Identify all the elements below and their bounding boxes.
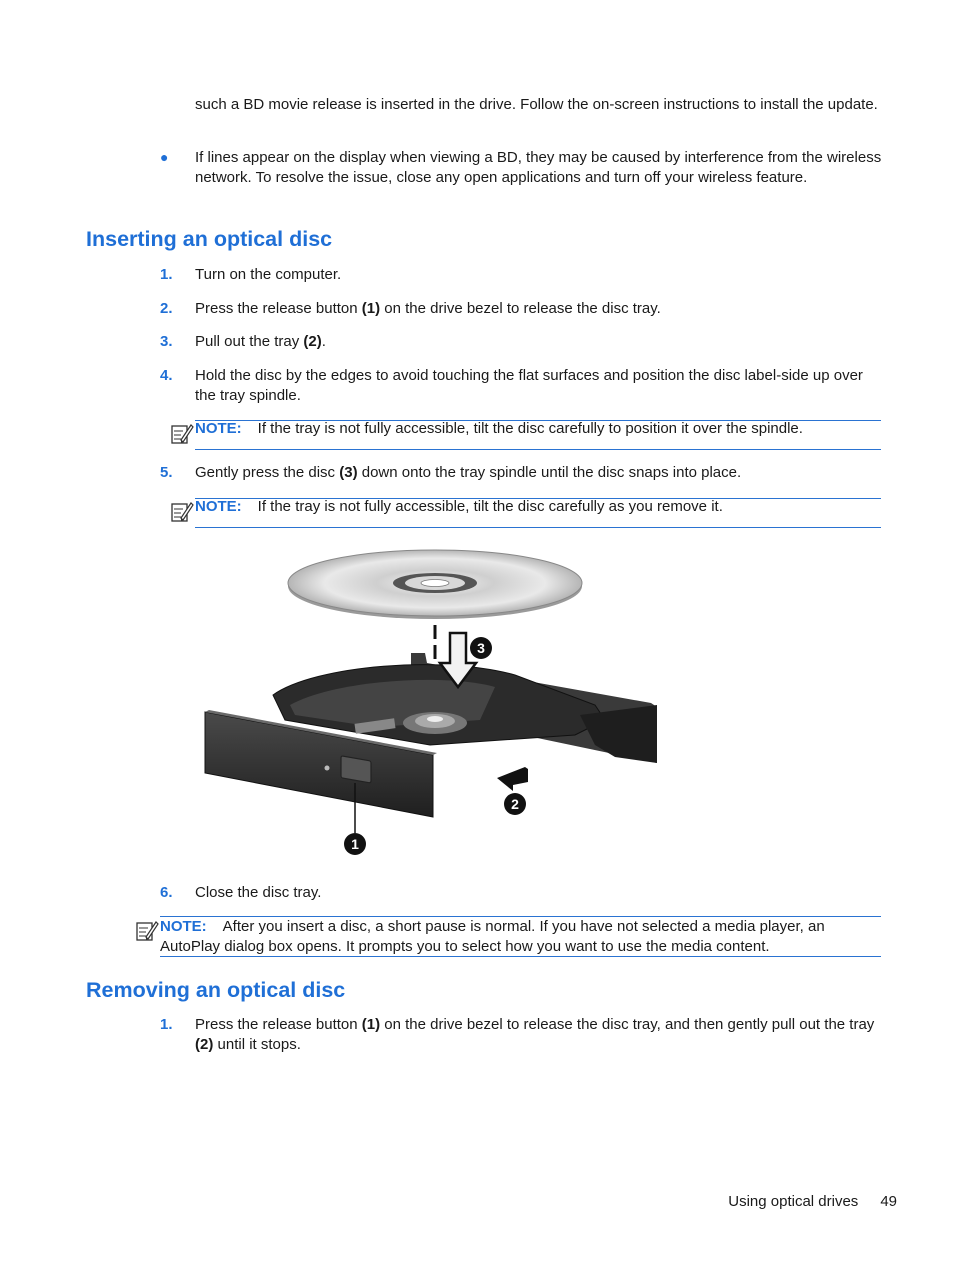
note-1 xyxy=(195,419,881,439)
step-6-text: Close the disc tray. xyxy=(195,884,322,901)
note-2-label: NOTE: xyxy=(195,498,242,515)
note-1-bottom-rule xyxy=(195,449,881,450)
tray-spindle xyxy=(403,712,467,734)
release-button xyxy=(341,756,371,783)
footer-page-number: 49 xyxy=(880,1193,897,1210)
note-pencil-icon xyxy=(170,499,194,523)
note-3-bottom-rule xyxy=(160,956,881,957)
note-2-bottom-rule xyxy=(195,527,881,528)
heading-inserting: Inserting an optical disc xyxy=(86,227,333,251)
step-1-number: 1. xyxy=(160,266,173,283)
disc-insertion-illustration xyxy=(195,545,670,865)
footer-section-title: Using optical drives xyxy=(728,1193,859,1210)
note-pencil-icon xyxy=(135,918,159,942)
heading-removing: Removing an optical disc xyxy=(86,978,346,1002)
step-2-text: Press the release button (1) on the drive bezel to release the disc tray. xyxy=(195,300,661,317)
intro-continuation: such a BD movie release is inserted in the drive. Follow the on-screen instructions to install the update. xyxy=(195,96,878,113)
pull-out-arrow-icon xyxy=(497,767,528,791)
step-3-number: 3. xyxy=(160,333,173,350)
drive-led xyxy=(325,766,330,771)
step-6-number: 6. xyxy=(160,884,173,901)
callout-3-label: 3 xyxy=(477,640,485,656)
step-2-number: 2. xyxy=(160,300,173,317)
optical-disc xyxy=(288,550,582,619)
note-2 xyxy=(195,497,881,517)
page-footer xyxy=(728,1192,897,1212)
step-5-text: Gently press the disc (3) down onto the tray spindle until the disc snaps into place. xyxy=(195,464,742,481)
step-3-text: Pull out the tray (2). xyxy=(195,333,326,350)
step-5-number: 5. xyxy=(160,464,173,481)
removing-step-1-number: 1. xyxy=(160,1016,173,1033)
note-3-label: NOTE: xyxy=(160,918,207,935)
drive-rail xyxy=(580,705,657,763)
step-4-number: 4. xyxy=(160,367,173,384)
step-1-text: Turn on the computer. xyxy=(195,266,342,283)
note-2-text: If the tray is not fully accessible, tilt the disc carefully as you remove it. xyxy=(257,498,723,515)
note-3 xyxy=(160,917,881,956)
removing-step-1-text: Press the release button (1) on the drive bezel to release the disc tray, and then gently pull out the tray (2) until it stops. xyxy=(195,1016,875,1053)
callout-1-label: 1 xyxy=(351,836,359,852)
note-pencil-icon xyxy=(170,421,194,445)
bullet-text: If lines appear on the display when viewing a BD, they may be caused by interference from the wireless network. To resolve the issue, close any open applications and turn off your wireless feature. xyxy=(195,149,882,186)
note-1-text: If the tray is not fully accessible, tilt the disc carefully to position it over the spindle. xyxy=(257,420,803,437)
note-1-label: NOTE: xyxy=(195,420,242,437)
step-4-text: Hold the disc by the edges to avoid touching the flat surfaces and position the disc label-side up over the tray spindle. xyxy=(195,367,863,404)
bullet-marker: ● xyxy=(160,149,169,165)
note-3-text: After you insert a disc, a short pause is normal. If you have not selected a media player, an AutoPlay dialog box opens. It prompts you to select how you want to use the media content. xyxy=(160,918,825,955)
callout-2-label: 2 xyxy=(511,796,519,812)
